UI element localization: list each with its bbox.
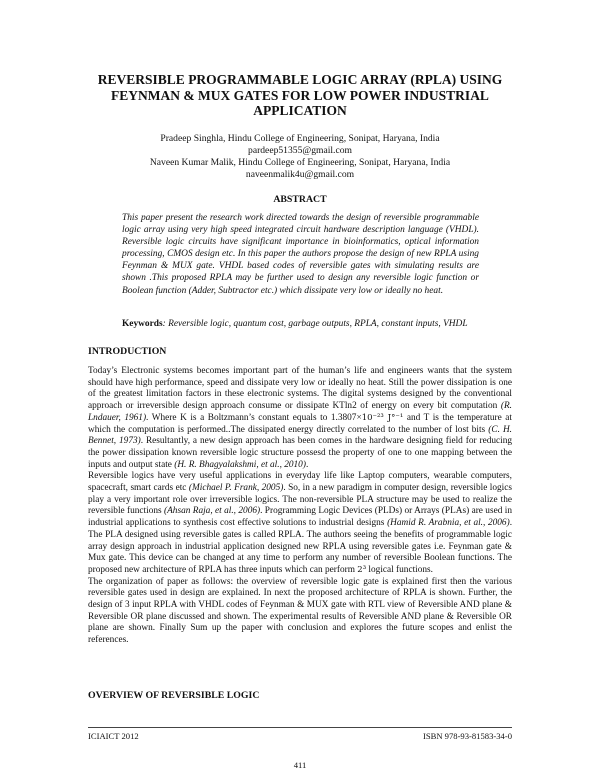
boltzmann-formula: 10⁻²³ J°⁻¹: [361, 412, 404, 423]
author-1-email: pardeep51355@gmail.com: [248, 145, 352, 156]
abstract-heading: ABSTRACT: [273, 194, 327, 205]
footer-conference: ICIAICT 2012: [88, 731, 139, 741]
intro-paragraph-3: The organization of paper as follows: the overview of reversible logic gate is explained first then the various reversible gates used in design are explained. In next the proposed architecture of RPLA is shown. Further, the design of 3 input RPLA with VHDL codes of Feynman & MUX gate with RTL view of Reversible AND plane & Reversible OR plane discussed and shown. The experimental results of Reversible AND plane & Reversible OR plane are shown. Finally Sum up the paper with conclusion and explores the future scopes and enlist the references.: [88, 576, 512, 646]
intro-paragraph-1: Today’s Electronic systems becomes important part of the human’s life and engineers wants that the system should have high performance, speed and dissipate very low or ideally no heat. Still the power dissipation is one of the greatest limitation factors in these electronic systems. The digital systems designed by the conventional approach or irreversible design approach consume or dissipate KTln2 of energy on every bit computation (R. Lndauer, 1961). Where K is a Boltzmann’s constant equals to 1.3807×10⁻²³ J°⁻¹ and T is the temperature at which the computation is performed..The dissipated energy directly correlated to the number of lost bits (C. H. Bennet, 1973). Resultantly, a new design approach has been comes in the hardware designing field for reducing the power dissipation known reversible logic structure possesd the property of one to one mapping between the inputs and output state (H. R. Bhagyalakshmi, et al., 2010).: [88, 366, 513, 470]
citation: (C. H. Bennet, 1973): [88, 424, 513, 447]
author-2-email: naveenmalik4u@gmail.com: [245, 169, 355, 180]
citation: (R. Lndauer, 1961): [88, 401, 512, 423]
function-count-formula: 2³: [357, 564, 367, 575]
intro-paragraph-2: Reversible logics have very useful applications in everyday life like Laptop computers, wearable computers, spacecraft, smart cards etc (Michael P. Frank, 2005). So, in a new paradigm in computer design, reversible logics play a very important role over irreversible logics. The non-reversible PLA structure may be used to realize the reversible functions (Ahsan Raja, et al., 2006). Programming Logic Devices (PLDs) or Arrays (PLAs) are used in industrial applications to synthesis cost effective solutions to industrial designs (Hamid R. Arabnia, et al., 2006). The PLA designed using reversible gates is called RPLA. The authors seeing the benefits of programmable logic array design approach in industrial application designed new RPLA using reversible gates i.e. Feynman gate & Mux gate. This device can be changed at any time to perform any number of reversible Boolean functions. The proposed new architecture of RPLA has three inputs which can perform 2³ logical functions.: [88, 471, 513, 575]
paper-title: REVERSIBLE PROGRAMMABLE LOGIC ARRAY (RPLA) USING FEYNMAN & MUX GATES FOR LOW POWER INDUSTRIAL APPLICATION: [97, 72, 503, 118]
footer-isbn: ISBN 978-93-81583-34-0: [422, 731, 512, 741]
author-block: [60, 133, 540, 181]
author-1-affiliation: Pradeep Singhla, Hindu College of Engineering, Sonipat, Haryana, India: [160, 133, 440, 144]
introduction-body: [88, 366, 512, 647]
page-number: 411: [293, 760, 307, 770]
citation: (Ahsan Raja, et al., 2006): [164, 506, 261, 517]
footer-divider: [88, 727, 512, 728]
introduction-heading: INTRODUCTION: [88, 346, 167, 357]
overview-heading: OVERVIEW OF REVERSIBLE LOGIC: [88, 690, 260, 701]
keywords-line: [122, 318, 522, 330]
citation: (H. R. Bhagyalakshmi, et al., 2010): [174, 459, 306, 470]
abstract-text: This paper present the research work directed towards the design of reversible programmable logic array using very high speed integrated circuit hardware description language (VHDL). Reversible logic circuits have significant importance in bioinformatics, optical information processing, CMOS design etc. In this paper the authors propose the design of new RPLA using Feynman & MUX gate. VHDL based codes of reversible gates with simulating results are shown .This proposed RPLA may be further used to design any reversible logic function or Boolean function (Adder, Subtractor etc.) which dissipate very low or ideally no heat.: [122, 213, 479, 296]
keywords-list: : Reversible logic, quantum cost, garbage outputs, RPLA, constant inputs, VHDL: [162, 319, 468, 329]
author-2-affiliation: Naveen Kumar Malik, Hindu College of Engineering, Sonipat, Haryana, India: [149, 157, 451, 168]
citation: (Michael P. Frank, 2005): [188, 483, 284, 494]
citation: (Hamid R. Arabnia, et al., 2006): [387, 518, 510, 529]
keywords-label: Keywords: [122, 319, 163, 329]
